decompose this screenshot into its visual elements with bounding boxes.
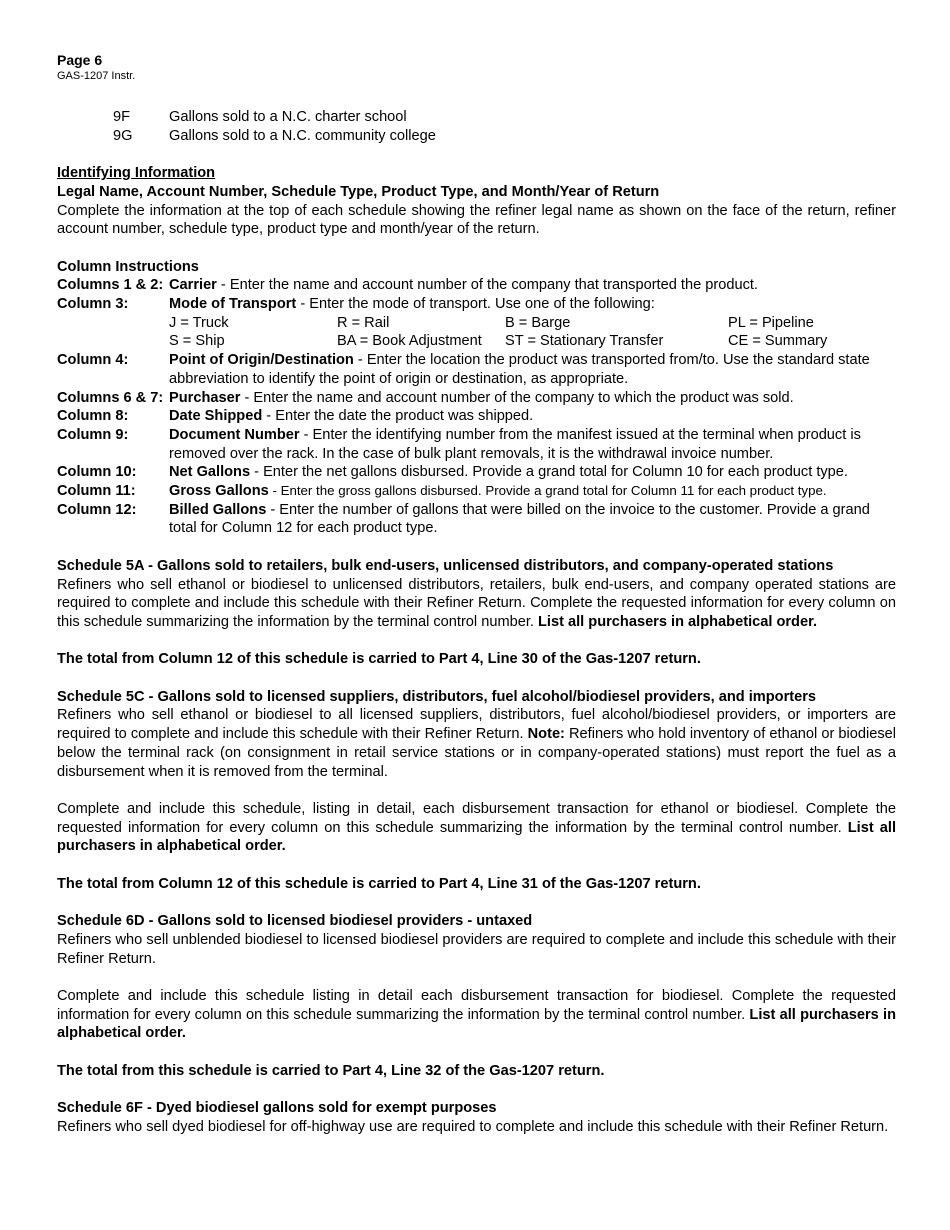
column-text: - Enter the net gallons disbursed. Provide a grand total for Column 10 for each product type. bbox=[250, 464, 848, 481]
column-term: Gross Gallons bbox=[169, 483, 269, 500]
identifying-section bbox=[57, 164, 896, 239]
column-term: Billed Gallons bbox=[169, 501, 267, 518]
column-label: Column 11: bbox=[57, 483, 136, 500]
column-item bbox=[57, 463, 896, 482]
schedule-5a-alphabetical: List all purchasers in alphabetical order. bbox=[538, 613, 818, 630]
page-number: Page 6 bbox=[57, 52, 103, 68]
transport-mode-grid bbox=[169, 314, 896, 351]
schedule-6d-total: The total from this schedule is carried to Part 4, Line 32 of the Gas-1207 return. bbox=[57, 1062, 605, 1079]
code-text: Gallons sold to a N.C. charter school bbox=[169, 109, 407, 125]
code-text: Gallons sold to a N.C. community college bbox=[169, 127, 436, 144]
schedule-5a-body: Refiners who sell ethanol or biodiesel to unlicensed distributors, retailers, bulk end-users, and company operated stations are required to complete and include this schedule with their Refiner Return. Complete the requested information for every column on this schedule summarizing the information by the terminal control number. bbox=[57, 576, 896, 630]
mode-code: R = Rail bbox=[337, 314, 390, 331]
mode-code: B = Barge bbox=[505, 314, 571, 331]
code: 9G bbox=[113, 127, 133, 144]
column-term: Carrier bbox=[169, 277, 217, 294]
column-item bbox=[57, 407, 896, 426]
column-label: Column 8: bbox=[57, 408, 129, 425]
column-item bbox=[57, 295, 896, 314]
schedule-5a-total: The total from Column 12 of this schedule is carried to Part 4, Line 30 of the Gas-1207 return. bbox=[57, 651, 701, 668]
column-item bbox=[57, 501, 896, 538]
identifying-heading: Identifying Information bbox=[57, 165, 216, 182]
column-label: Column 10: bbox=[57, 464, 137, 481]
column-term: Net Gallons bbox=[169, 464, 251, 481]
mode-code: J = Truck bbox=[169, 314, 229, 331]
form-id: GAS-1207 Instr. bbox=[57, 70, 136, 82]
schedule-5c-section bbox=[57, 688, 896, 894]
schedule-5a-section bbox=[57, 557, 896, 669]
mode-code: BA = Book Adjustment bbox=[337, 333, 482, 350]
column-label: Column 12: bbox=[57, 501, 137, 518]
column-term: Date Shipped bbox=[169, 408, 263, 425]
column-text: - Enter the mode of transport. Use one of the following: bbox=[296, 296, 655, 312]
column-term: Purchaser bbox=[169, 389, 241, 406]
column-instructions bbox=[57, 258, 896, 539]
column-text: - Enter the name and account number of the company to which the product was sold. bbox=[240, 389, 794, 406]
mode-code: S = Ship bbox=[169, 333, 225, 350]
schedule-5c-heading: Schedule 5C - Gallons sold to licensed suppliers, distributors, fuel alcohol/biodiesel providers, and importers bbox=[57, 688, 817, 705]
column-item bbox=[57, 482, 896, 501]
column-text: - Enter the name and account number of the company that transported the product. bbox=[216, 277, 758, 294]
code-row bbox=[57, 108, 896, 127]
column-label: Column 3: bbox=[57, 296, 129, 312]
code-row bbox=[57, 127, 896, 146]
mode-code: CE = Summary bbox=[728, 333, 828, 350]
identifying-subheading: Legal Name, Account Number, Schedule Type, Product Type, and Month/Year of Return bbox=[57, 183, 660, 200]
schedule-6f-section bbox=[57, 1099, 896, 1136]
column-label: Columns 1 & 2: bbox=[57, 277, 164, 294]
schedule-6d-body-2: Complete and include this schedule listing in detail each disbursement transaction for biodiesel. Complete the requested information for every column on this schedule summarizing the information by the terminal control number. bbox=[57, 987, 896, 1023]
schedule-6d-alphabetical: List all purchasers in alphabetical order. bbox=[57, 1006, 896, 1042]
instruction-page bbox=[57, 52, 896, 1137]
column-text: - Enter the date the product was shipped. bbox=[262, 408, 534, 425]
schedule-6d-body: Refiners who sell unblended biodiesel to licensed biodiesel providers are required to complete and include this schedule with their Refiner Return. bbox=[57, 931, 896, 967]
column-text: - Enter the location the product was transported from/to. Use the standard state abbreviation to identify the point of origin or destination, as appropriate. bbox=[169, 352, 870, 387]
column-term: Document Number bbox=[169, 426, 300, 443]
code: 9F bbox=[113, 109, 131, 125]
schedule-5c-total: The total from Column 12 of this schedule is carried to Part 4, Line 31 of the Gas-1207 return. bbox=[57, 875, 701, 892]
column-label: Column 9: bbox=[57, 426, 129, 443]
column-item bbox=[57, 426, 896, 463]
column-instructions-heading: Column Instructions bbox=[57, 258, 199, 275]
code-list bbox=[57, 108, 896, 145]
mode-code: PL = Pipeline bbox=[728, 314, 814, 331]
mode-code: ST = Stationary Transfer bbox=[505, 333, 664, 350]
column-item bbox=[57, 276, 896, 295]
schedule-6f-heading: Schedule 6F - Dyed biodiesel gallons sold for exempt purposes bbox=[57, 1100, 497, 1117]
schedule-5c-note-label: Note: bbox=[527, 726, 565, 743]
schedule-5c-note: Refiners who hold inventory of ethanol or biodiesel below the terminal rack (on consignment in retail service stations or in company-operated stations) must report the fuel as a disbursement when it is removed from the terminal. bbox=[57, 726, 896, 780]
column-label: Column 4: bbox=[57, 352, 129, 369]
column-term: Point of Origin/Destination bbox=[169, 352, 354, 369]
schedule-5c-body-2: Complete and include this schedule, listing in detail, each disbursement transaction for ethanol or biodiesel. Complete the requested information for every column on this schedule summarizing the information by the terminal control number. bbox=[57, 800, 896, 836]
column-text: - Enter the number of gallons that were billed on the invoice to the customer. Provide a grand total for Column 12 for each product type. bbox=[169, 501, 870, 537]
column-text: - Enter the identifying number from the manifest issued at the terminal when product is removed over the rack. In the case of bulk plant removals, it is the withdrawal invoice number. bbox=[169, 426, 861, 462]
column-label: Columns 6 & 7: bbox=[57, 389, 164, 406]
column-text: - Enter the gross gallons disbursed. Provide a grand total for Column 11 for each product type. bbox=[268, 483, 827, 499]
column-item bbox=[57, 389, 896, 408]
schedule-5c-body: Refiners who sell ethanol or biodiesel to all licensed suppliers, distributors, fuel alcohol/biodiesel providers, or importers are required to complete and include this schedule with their Refiner Return. bbox=[57, 707, 896, 743]
schedule-6d-section bbox=[57, 912, 896, 1080]
identifying-body: Complete the information at the top of each schedule showing the refiner legal name as shown on the face of the return, refiner account number, schedule type, product type and month/year of the return. bbox=[57, 202, 896, 238]
schedule-5a-heading: Schedule 5A - Gallons sold to retailers, bulk end-users, unlicensed distributors, and company-operated stations bbox=[57, 557, 834, 574]
column-term: Mode of Transport bbox=[169, 296, 297, 312]
column-item bbox=[57, 351, 896, 388]
schedule-6d-heading: Schedule 6D - Gallons sold to licensed biodiesel providers - untaxed bbox=[57, 913, 533, 930]
schedule-5c-alphabetical: List all purchasers in alphabetical order. bbox=[57, 819, 896, 855]
schedule-6f-body: Refiners who sell dyed biodiesel for off-highway use are required to complete and include this schedule with their Refiner Return. bbox=[57, 1118, 889, 1135]
